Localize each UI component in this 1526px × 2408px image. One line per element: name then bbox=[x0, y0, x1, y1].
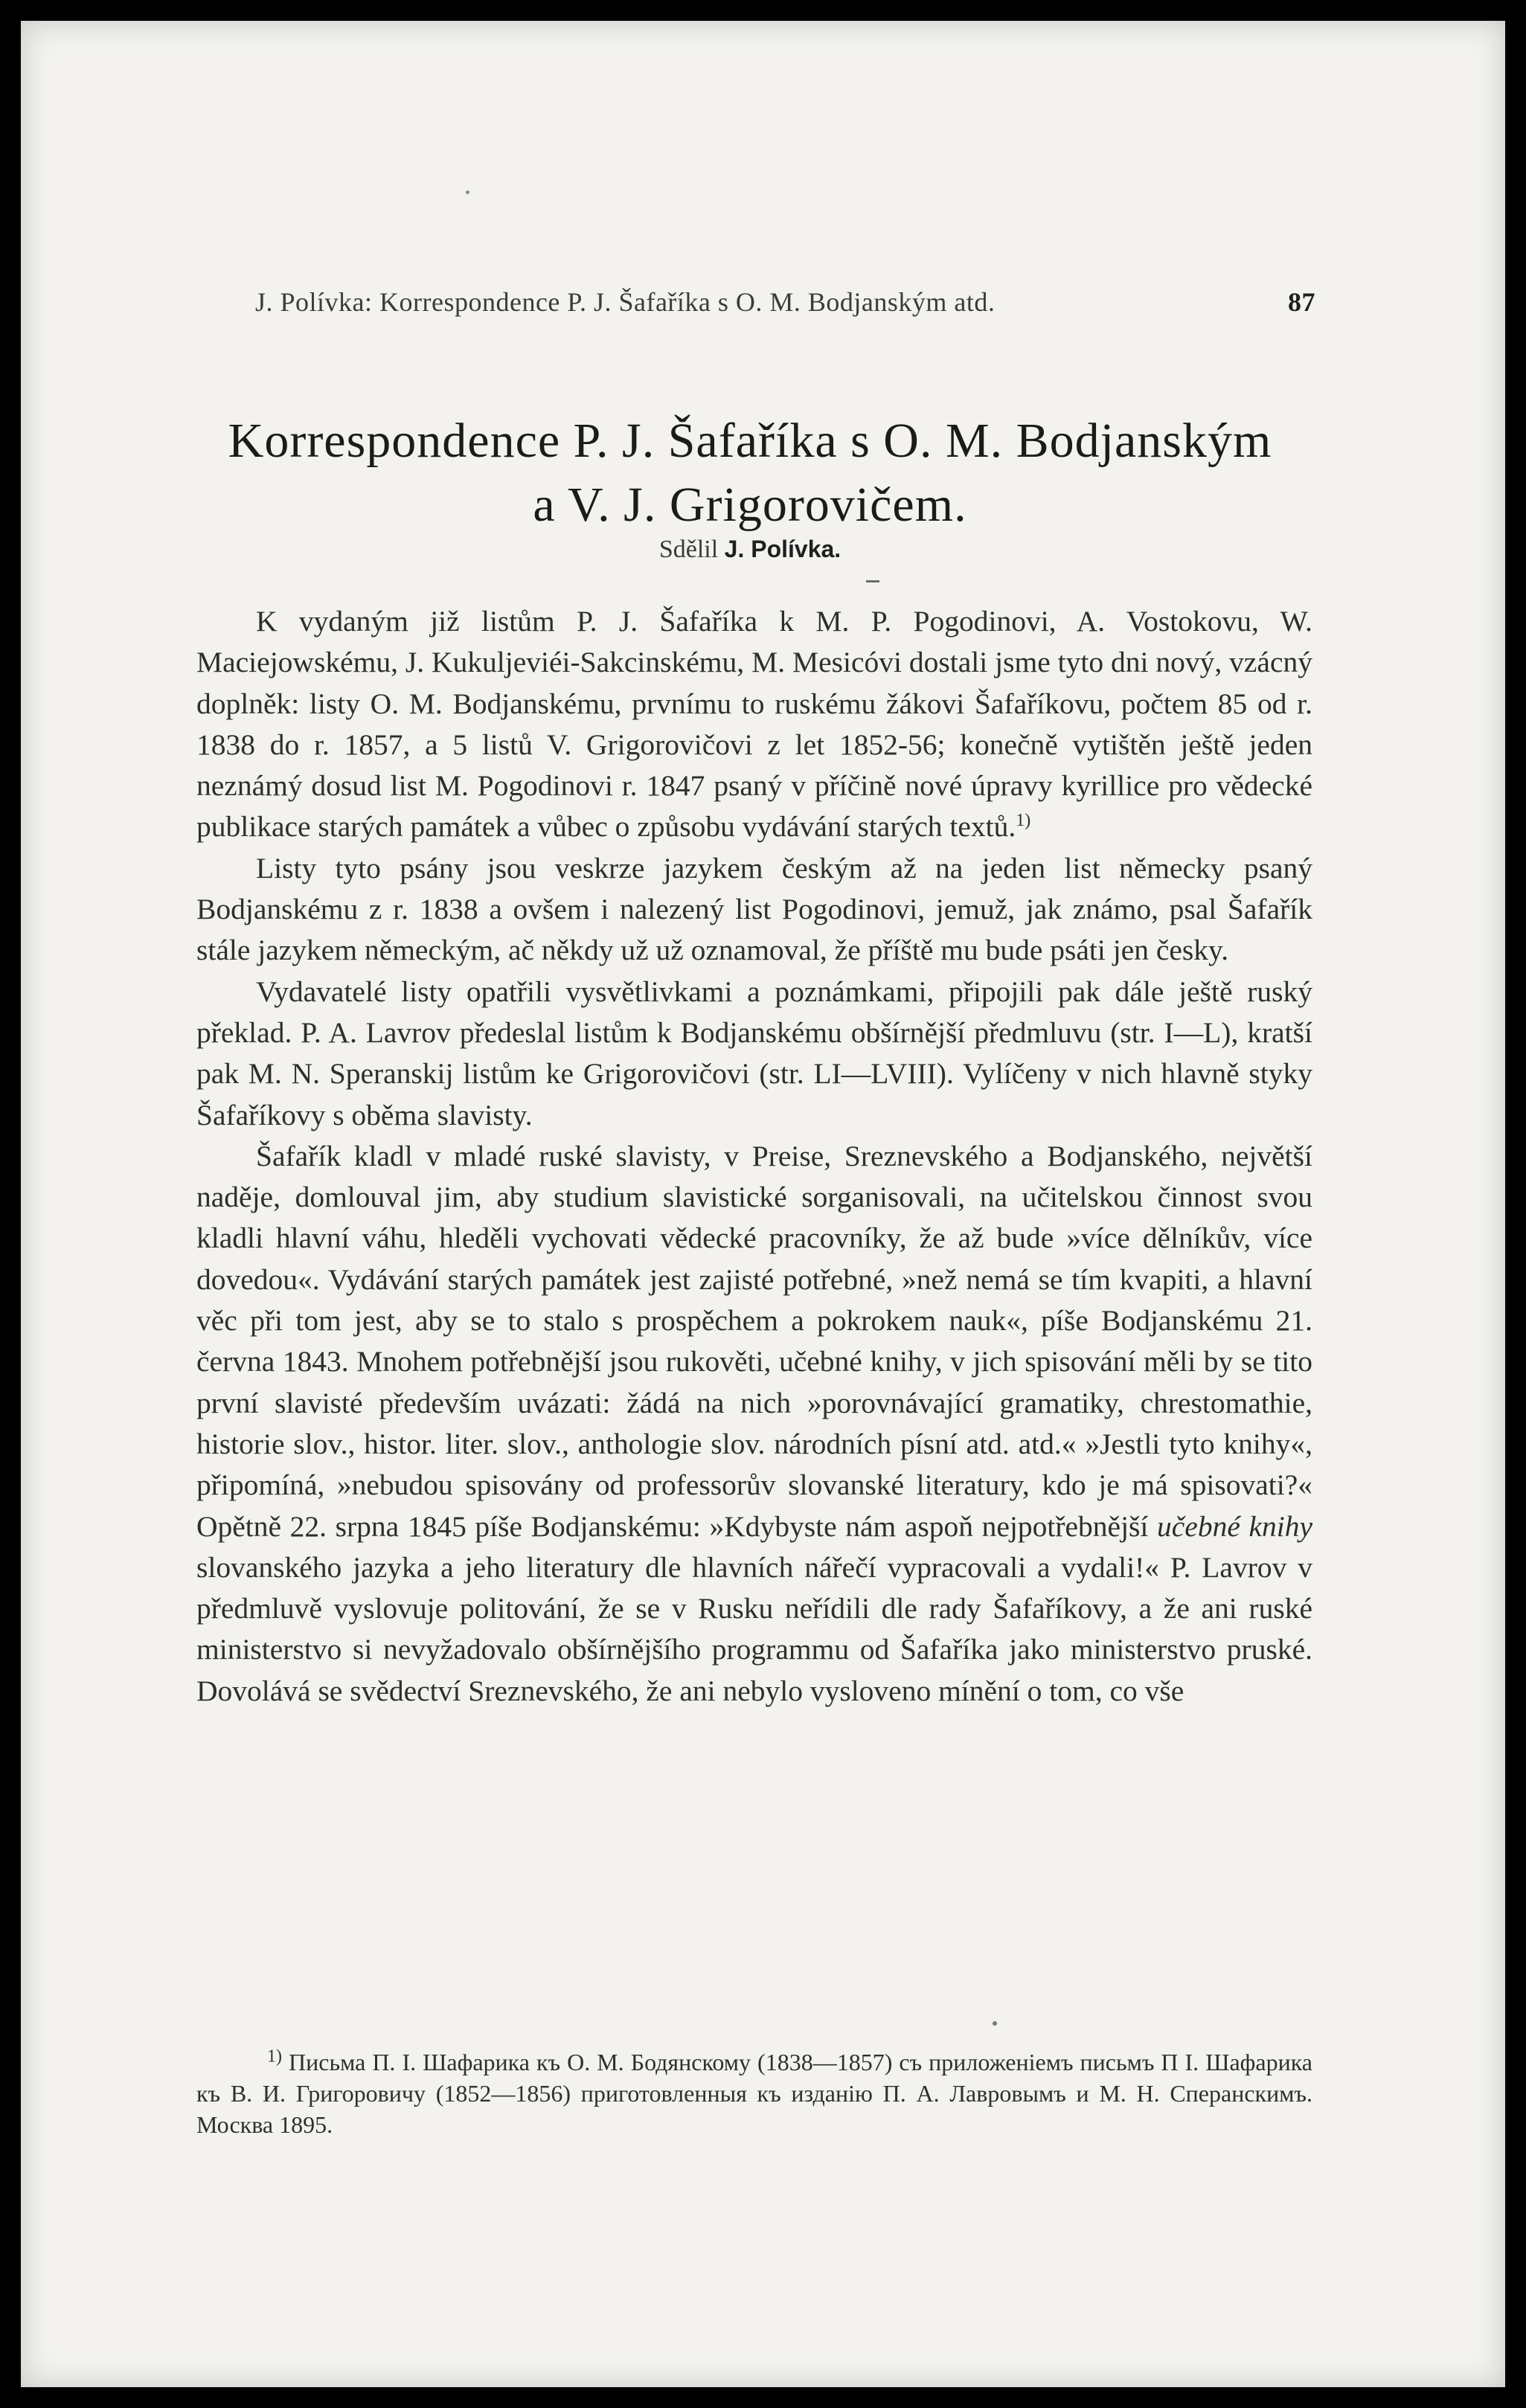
document-page bbox=[21, 21, 1505, 2387]
footnote bbox=[196, 2046, 1312, 2140]
paragraph-1 bbox=[196, 601, 1312, 848]
paragraph-1-text: K vydaným již listům P. J. Šafaříka k M. P. Pogodinovi, A. Vostokovu, W. Maciejowskému, J. Kukuljeviéi-Sakcinskému, M. Mesicóvi dostali jsme tyto dni nový, vzácný doplněk: listy O. M. Bodjanskému, prvnímu to ruskému žákovi Šafaříkovu, počtem 85 od r. 1838 do r. 1857, a 5 listů V. Grigorovičovi z let 1852-56; konečně vytištěn ještě jeden neznámý dosud list M. Pogodinovi r. 1847 psaný v příčině nové úpravy kyrillice pro vědecké publikace starých památek a vůbec o způsobu vydávání starých textů. bbox=[196, 605, 1312, 844]
footnote-marker: 1) bbox=[267, 2046, 282, 2067]
footnote-separator-mark bbox=[993, 2021, 997, 2026]
paragraph-2: Listy tyto psány jsou veskrze jazykem českým až na jeden list německy psaný Bodjanskému z r. 1838 a ovšem i nalezený list Pogodinovi, jemuž, jak známo, psal Šafařík stále jazykem německým, ač někdy už už oznamoval, že příště mu bude psáti jen česky. bbox=[196, 851, 1312, 967]
paragraph-3: Vydavatelé listy opatřili vysvětlivkami a poznámkami, připojili pak dále ještě ruský překlad. P. A. Lavrov předeslal listům k Bodjanskému obšírnější předmluvu (str. I—L), kratší pak M. N. Speranskij listům ke Grigorovičovi (str. LI—LVIII). Vylíčeny v nich hlavně styky Šafaříkovy s oběma slavisty. bbox=[196, 975, 1312, 1131]
footnote-text: Письма П. І. Шафарика къ О. М. Бодянскому (1838—1857) съ приложеніемъ письмъ П І. Шафарика къ В. И. Григоровичу (1852—1856) приготовленныя къ изданію П. А. Лавровымъ и М. Н. Сперанскимъ. Москва 1895. bbox=[196, 2049, 1313, 2138]
byline bbox=[155, 536, 1345, 564]
paragraph-4-text-b: slovanského jazyka a jeho literatury dle hlavních nářečí vypracovali a vydali!« P. Lavrov v předmluvě vyslovuje politování, že se v Rusku neřídili dle rady Šafaříkovy, a že ani ruské ministerstvo si nevyžadovalo obšírnějšího programmu od Šafaříka jako ministerstvo pruské. Dovolává se svědectví Sreznevského, že ani nebylo vysloveno mínění o tom, co vše bbox=[196, 1550, 1312, 1707]
paper-speck bbox=[466, 190, 469, 194]
paragraph-4 bbox=[196, 1136, 1312, 1712]
article-body bbox=[196, 601, 1312, 1712]
byline-prefix: Sdělil bbox=[658, 536, 719, 563]
title-line-2: a V. J. Grigorovičem. bbox=[533, 478, 967, 532]
running-head-text: J. Polívka: Korrespondence P. J. Šafaříka s O. M. Bodjanským atd. bbox=[255, 287, 996, 317]
separator-dash bbox=[866, 580, 879, 582]
byline-author: J. Polívka. bbox=[724, 536, 841, 562]
article-title bbox=[155, 409, 1345, 537]
page-number: 87 bbox=[1288, 287, 1315, 317]
running-head bbox=[255, 286, 1315, 318]
paragraph-4-text-a: Šafařík kladl v mladé ruské slavisty, v Preise, Sreznevského a Bodjanského, největší naděje, domlouval jim, aby studium slavistické sorganisovali, na učitelskou činnost svou kladli hlavní váhu, hleděli vychovati vědecké pracovníky, že až bude »více dělníkův, více dovedou«. Vydávání starých památek jest zajisté potřebné, »než nemá se tím kvapiti, a hlavní věc při tom jest, aby se to stalo s prospěchem a pokrokem nauk«, píše Bodjanskému 21. června 1843. Mnohem potřebnější jsou rukověti, učebné knihy, v jich spisování měli by se tito první slavisté především uvázati: žádá na nich »porovnávající gramatiky, chrestomathie, historie slov., histor. liter. slov., anthologie slov. národních písní atd. atd.« »Jestli tyto knihy«, připomíná, »nebudou spisovány od professorův slovanské literatury, kdo je má spisovati?« Opětně 22. srpna 1845 píše Bodjanskému: »Kdybyste nám aspoň nejpotřebnější bbox=[196, 1139, 1312, 1543]
footnote-reference: 1) bbox=[1016, 811, 1031, 831]
footnote-1 bbox=[196, 2046, 1312, 2140]
paragraph-4-emphasis: učebné knihy bbox=[1157, 1509, 1312, 1543]
title-line-1: Korrespondence P. J. Šafaříka s O. M. Bodjanským bbox=[228, 414, 1272, 468]
